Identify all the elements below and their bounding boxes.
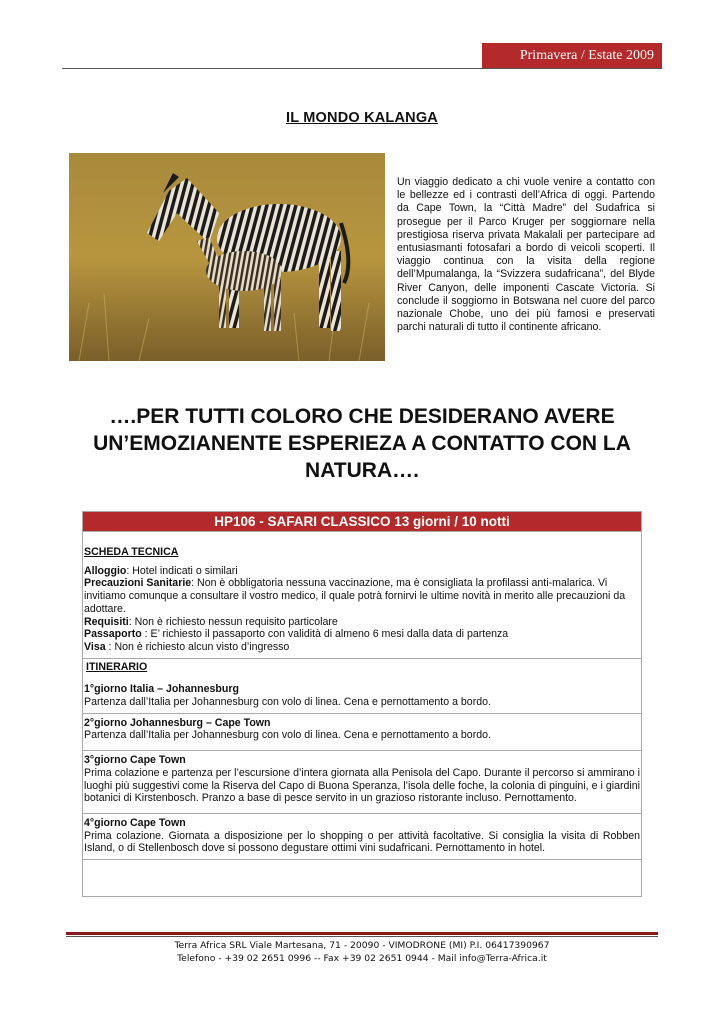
zebra-photo xyxy=(69,153,385,361)
package-heading: HP106 - SAFARI CLASSICO 13 giorni / 10 notti xyxy=(83,512,641,531)
day-text: Prima colazione e partenza per l’escursione d’intera giornata alla Penisola del Capo. Durante il percorso si ammirano i luoghi più suggestivi come la Riserva del Capo di Buona Speranza, l’isola delle foche, la colonia di pinguini, e i giardini botanici di Kirstenbosch. Pranzo a base di pesce servito in un grazioso ristorante incluso. Pernottamento. xyxy=(84,766,640,805)
footer-rule-thick xyxy=(66,932,658,935)
day-title: 1°giorno Italia – Johannesburg xyxy=(84,683,239,696)
alloggio-row: Alloggio: Hotel indicati o similari xyxy=(84,564,238,577)
day-title: 3°giorno Cape Town xyxy=(84,754,186,767)
tagline: ….PER TUTTI COLORO CHE DESIDERANO AVERE UN’EMOZIANENTE ESPERIEZA A CONTATTO CON LA NATURA…. xyxy=(93,405,631,482)
precauzioni-row: Precauzioni Sanitarie: Non è obbligatoria nessuna vaccinazione, ma è consigliata la profilassi anti-malarica. Vi invitiamo comunque a consultare il vostro medico, il quale potrà fornirvi le ultime novità in merito alle precauzioni da adottare. xyxy=(84,577,626,615)
day-title: 4°giorno Cape Town xyxy=(84,816,186,829)
day-text: Prima colazione. Giornata a disposizione per lo shopping o per attività facoltative. Si consiglia la visita di Robben Island, o di Stellenbosch dove si possono degustare ottimi vini sudafricani. Pernottamento in hotel. xyxy=(84,829,640,855)
day-2 xyxy=(83,713,641,750)
box-bottom-row xyxy=(83,859,641,866)
footer-address: Terra Africa SRL Viale Martesana, 71 - 20090 - VIMODRONE (MI) P.I. 06417390967 xyxy=(174,940,550,951)
header-rule xyxy=(62,68,662,69)
scheda-tecnica xyxy=(83,531,641,658)
day-4 xyxy=(83,813,641,859)
itinerario-title: ITINERARIO xyxy=(86,660,148,673)
season-badge: Primavera / Estate 2009 xyxy=(482,43,662,68)
intro-paragraph: Un viaggio dedicato a chi vuole venire a contatto con le bellezze ed i contrasti dell’Africa di oggi. Partendo da Cape Town, la “Città Madre” del Sudafrica si prosegue per il Parco Kruger per soggiornare nella prestigiosa riserva privata Makalali per partecipare ad entusiasmanti fotosafari a bordo di veicoli scoperti. Il viaggio continua con la visita della regione dell’Mpumalanga, la “Svizzera sudafricana”, del Blyde River Canyon, delle imponenti Cascate Victoria. Si conclude il soggiorno in Botswana nel cuore del parco nazionale Chobe, uno dei più famosi e preservati parchi naturali di tutto il continente africano. xyxy=(397,176,655,334)
passaporto-row: Passaporto : E’ richiesto il passaporto con validità di almeno 6 mesi dalla data di partenza xyxy=(84,628,509,641)
visa-row: Visa : Non è richiesto alcun visto d’ingresso xyxy=(84,640,290,653)
itinerario-section xyxy=(83,658,641,713)
day-3 xyxy=(83,750,641,813)
scheda-title: SCHEDA TECNICA xyxy=(84,546,179,558)
page-title: IL MONDO KALANGA xyxy=(286,110,438,126)
day-text: Partenza dall’Italia per Johannesburg con volo di linea. Cena e pernottamento a bordo. xyxy=(84,696,491,709)
day-title: 2°giorno Johannesburg – Cape Town xyxy=(84,716,271,729)
day-1 xyxy=(84,683,640,708)
footer-contacts: Telefono - +39 02 2651 0996 -- Fax +39 02 2651 0944 - Mail info@Terra-Africa.it xyxy=(177,952,547,964)
requisiti-row: Requisiti: Non è richiesto nessun requisito particolare xyxy=(84,615,338,628)
footer xyxy=(0,940,724,965)
footer-rule-thin xyxy=(66,936,658,937)
day-text: Partenza dall’Italia per Johannesburg con volo di linea. Cena e pernottamento a bordo. xyxy=(84,729,491,742)
package-box xyxy=(82,511,642,897)
